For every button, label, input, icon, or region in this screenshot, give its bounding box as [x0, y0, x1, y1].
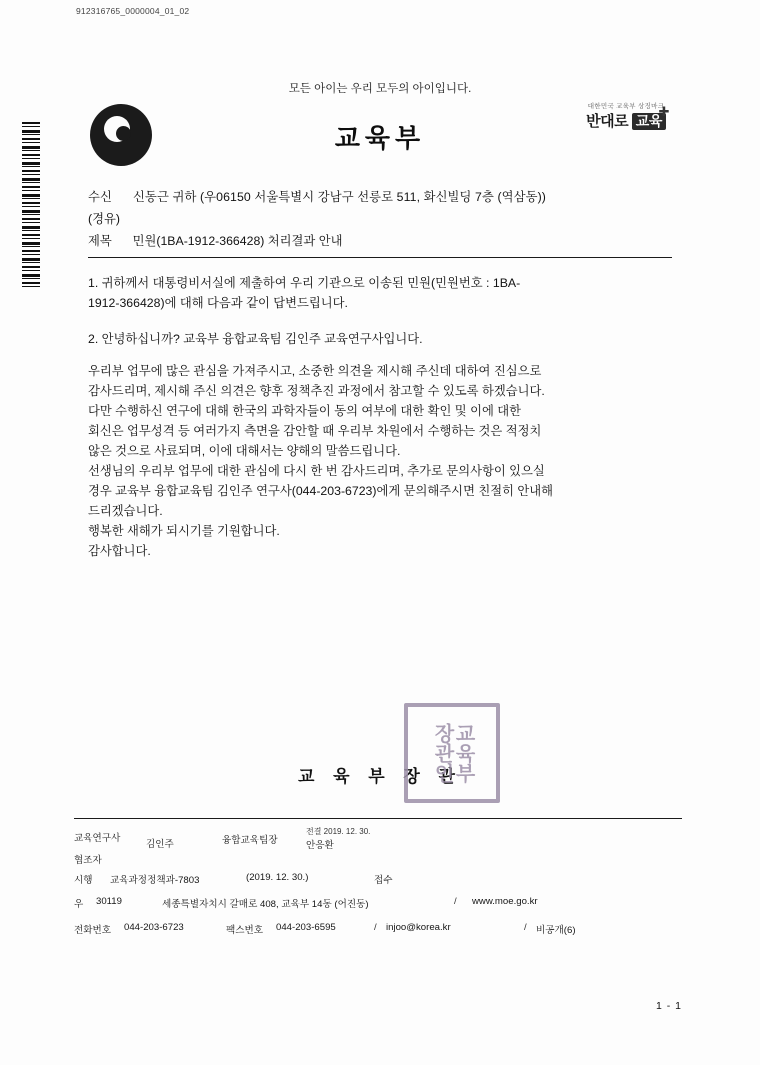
- zip-value: 30119: [96, 896, 122, 907]
- document-footer: [74, 826, 686, 944]
- paragraph-line: 회신은 업무성격 등 여러가지 측면을 감안할 때 우리부 차원에서 수행하는 것은 적정치: [88, 424, 542, 439]
- recipient-value: 신동근 귀하 (우06150 서울특별시 강남구 선릉로 511, 화신빌딩 7층 (역삼동)): [133, 190, 546, 204]
- paragraph-line: 2. 안녕하십니까? 교육부 융합교육팀 김인주 교육연구사입니다.: [88, 331, 423, 346]
- footer-row-contact: [74, 918, 686, 944]
- paragraph-line: 감사합니다.: [88, 543, 151, 558]
- paragraph-line: 않은 것으로 사료되며, 이에 대해서는 양해의 말씀드립니다.: [88, 444, 401, 459]
- paragraph-line: 1. 귀하께서 대통령비서실에 제출하여 우리 기관으로 이송된 민원(민원번호 : 1BA-: [88, 275, 521, 290]
- footer-row-cooperator: [74, 848, 686, 868]
- brand-logo-top-text: 대한민국 교육부 상징마크: [587, 103, 665, 110]
- footer-row-approval: [74, 826, 686, 851]
- address-value: 세종특별자치시 갈매로 408, 교육부 14동 (어진동): [162, 899, 369, 910]
- official-seal: [404, 703, 500, 803]
- via-label: (경유): [88, 211, 120, 226]
- ministry-title: 교육부: [334, 123, 426, 153]
- paragraph-line: 우리부 업무에 많은 관심을 가져주시고, 소중한 의견을 제시해 주신데 대하여 진심으로: [88, 364, 542, 379]
- cross-icon: ✚: [658, 104, 670, 119]
- paragraph-line: 1912-366428)에 대해 다음과 같이 답변드립니다.: [88, 295, 348, 310]
- ministry-brand-logo: [580, 104, 672, 156]
- paragraph-line: 경우 교육부 융합교육팀 김인주 연구사(044-203-6723)에게 문의해주시면 친절히 안내해: [88, 483, 554, 498]
- recipient-row: [88, 188, 672, 208]
- website-value[interactable]: www.moe.go.kr: [472, 896, 538, 907]
- paragraph-line: 감사드리며, 제시해 주신 의견은 향후 정책추진 과정에서 참고할 수 있도록 하겠습니다.: [88, 384, 545, 399]
- paragraph-line: 선생님의 우리부 업무에 대한 관심에 다시 한 번 감사드리며, 추가로 문의사항이 있으실: [88, 463, 545, 478]
- disclosure-value: 비공개(6): [536, 925, 576, 936]
- header-slogan: 모든 아이는 우리 모두의 아이입니다.: [288, 83, 472, 95]
- brand-logo-left-text: 반대로: [586, 112, 629, 130]
- team-lead-role: 융합교육팀장: [222, 835, 278, 846]
- enforce-date: (2019. 12. 30.): [246, 872, 309, 883]
- subject-label: 제목: [88, 233, 112, 248]
- paragraph-1: [88, 274, 672, 314]
- paragraph-line: 행복한 새해가 되시기를 기원합니다.: [88, 523, 280, 538]
- team-lead-name: 안응환: [306, 840, 334, 851]
- subject-value: 민원(1BA-1912-366428) 처리결과 안내: [132, 233, 343, 248]
- zip-label: 우: [74, 899, 84, 910]
- approval-note: 전결 2019. 12. 30.: [306, 827, 371, 836]
- footer-divider: [74, 818, 682, 819]
- email-value[interactable]: injoo@korea.kr: [386, 922, 451, 933]
- drafter-role: 교육연구사: [74, 833, 121, 844]
- signature-line: 교 육 부 장 관: [297, 767, 462, 786]
- subject-row: [88, 232, 672, 258]
- separator-slash: /: [374, 922, 377, 933]
- scan-id-text: 912316765_0000004_01_02: [76, 6, 190, 16]
- footer-row-address: [74, 892, 686, 918]
- paragraph-3: [88, 362, 672, 561]
- enforce-label: 시행: [74, 875, 93, 886]
- paragraph-2: [88, 330, 672, 350]
- phone-value: 044-203-6723: [124, 922, 184, 933]
- receive-label: 접수: [374, 875, 393, 886]
- letter-body: [88, 188, 672, 562]
- paragraph-line: 다만 수행하신 연구에 대해 한국의 과학자들이 동의 여부에 대한 확인 및 이에 대한: [88, 404, 521, 419]
- paragraph-line: 드리겠습니다.: [88, 503, 163, 518]
- enforce-value: 교육과정정책과-7803: [110, 875, 200, 886]
- page-number: 1 - 1: [655, 1000, 682, 1012]
- drafter-name: 김인주: [146, 839, 174, 850]
- fax-label: 팩스번호: [226, 925, 264, 936]
- cooperator-label: 협조자: [74, 855, 102, 866]
- separator-slash: /: [454, 896, 457, 907]
- seal-text: 교육부장관인: [431, 723, 474, 783]
- fax-value: 044-203-6595: [276, 922, 336, 933]
- phone-label: 전화번호: [74, 925, 112, 936]
- brand-logo-right-text: 교육: [632, 113, 666, 130]
- separator-slash: /: [524, 922, 527, 933]
- footer-row-enforcement: [74, 868, 686, 892]
- recipient-label: 수신: [88, 190, 112, 204]
